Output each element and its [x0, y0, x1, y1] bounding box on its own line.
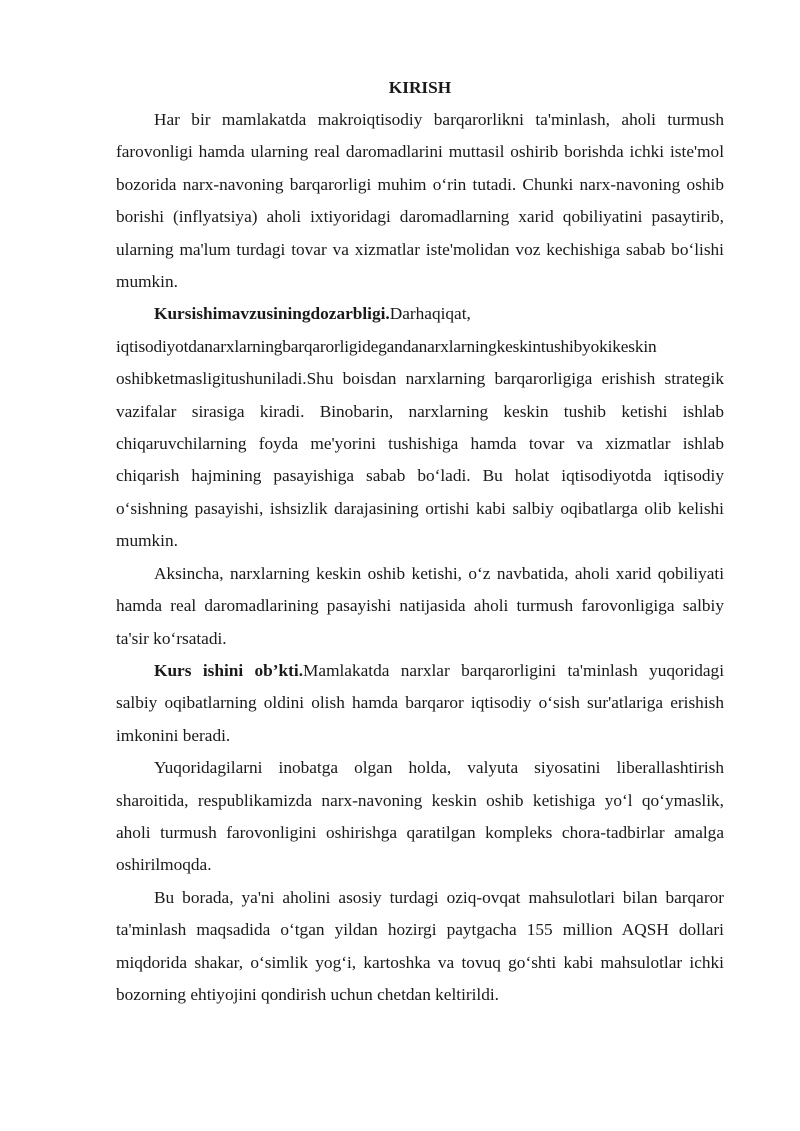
paragraph-relevance-body: oshibketmasligitushuniladi.Shu boisdan narxlarning barqarorligiga erishish strategik vazifalar sirasiga kiradi. Binobarin, narxlarning keskin tushib ketishi ishlab chiqaruvchilarning foyda me'yorini tushishiga hamda tovar va xizmatlar ishlab chiqarish hajmining pasayishiga sabab bo‘ladi. Bu holat iqtisodiyotda iqtisodiy o‘sishning pasayishi, ishsizlik darajasining ortishi kabi salbiy oqibatlarga olib kelishi mumkin.: [116, 369, 724, 551]
document-body: [116, 72, 724, 1011]
object-heading: Kurs ishini ob’kti.: [154, 660, 304, 680]
paragraph-measures: Yuqoridagilarni inobatga olgan holda, valyuta siyosatini liberallashtirish sharoitida, respublikamizda narx-navoning keskin oshib ketishiga yo‘l qo‘ymaslik, aholi turmush farovonligini oshirishga qaratilgan kompleks chora-tadbirlar amalga oshirilmoqda.: [116, 758, 724, 875]
paragraph-relevance-first-line: [116, 298, 724, 330]
paragraph-contrary: Aksincha, narxlarning keskin oshib ketishi, o‘z navbatida, aholi xarid qobiliyati hamda real daromadlarining pasayishi natijasida aholi turmush farovonligiga salbiy ta'sir ko‘rsatadi.: [116, 563, 724, 648]
paragraph-intro: Har bir mamlakatda makroiqtisodiy barqarorlikni ta'minlash, aholi turmush farovonligi hamda ularning real daromadlarini muttasil oshirib borishda ichki iste'mol bozorida narx-navoning barqarorligi muhim o‘rin tutadi. Chunki narx-navoning oshib borishi (inflyatsiya) aholi ixtiyoridagi daromadlarning xarid qobiliyatini pasaytirib, ularning ma'lum turdagi tovar va xizmatlar iste'molidan voz kechishiga sabab bo‘lishi mumkin.: [116, 110, 724, 292]
relevance-first-line-text: Darhaqiqat,: [389, 304, 471, 324]
page-title: KIRISH: [388, 78, 452, 97]
paragraph-object: [116, 655, 724, 752]
paragraph-relevance-second-line: iqtisodiyotdanarxlarningbarqarorligidegandanarxlarningkeskintushibyokikeskin: [116, 336, 657, 356]
paragraph-imports: Bu borada, ya'ni aholini asosiy turdagi oziq-ovqat mahsulotlari bilan barqaror ta'minlash maqsadida o‘tgan yildan hozirgi paytgacha 155 million AQSH dollari miqdorida shakar, o‘simlik yog‘i, kartoshka va tovuq go‘shti kabi mahsulotlar ichki bozorning ehtiyojini qondirish uchun chetdan keltirildi.: [116, 887, 724, 1004]
relevance-heading: Kursishimavzusiningdozarbligi.: [154, 304, 390, 324]
object-text: Mamlakatda narxlar barqarorligini ta'minlash yuqoridagi salbiy oqibatlarning oldini olish hamda barqaror iqtisodiy o‘sish sur'atlariga erishish imkonini beradi.: [116, 660, 724, 745]
